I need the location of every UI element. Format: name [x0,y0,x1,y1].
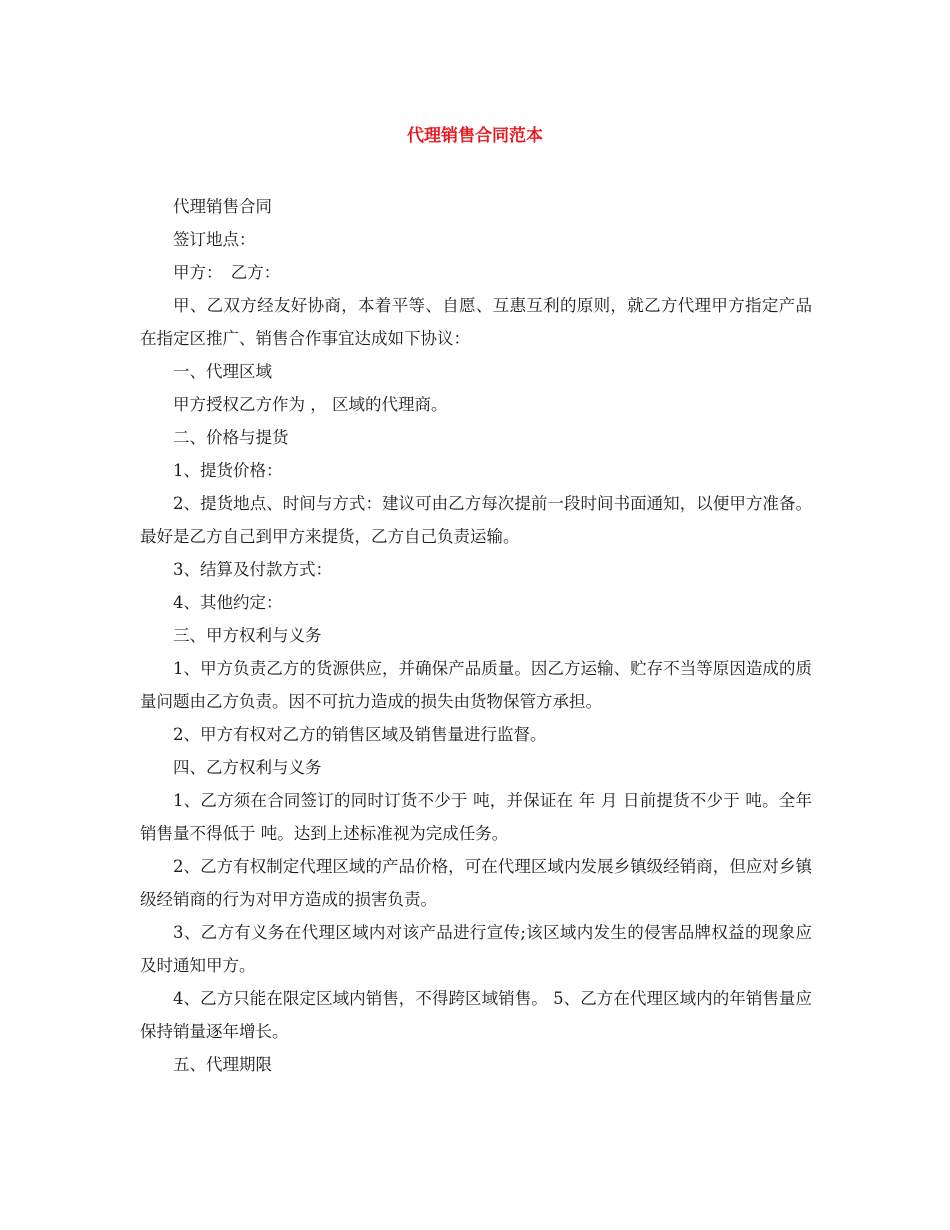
paragraph-party-a-supply: 1、甲方负责乙方的货源供应，并确保产品质量。因乙方运输、贮存不当等原因造成的质量问题由乙方负责。因不可抗力造成的损失由货物保管方承担。 [140,659,812,711]
section-heading-4: 四、乙方权利与义务 [173,758,322,777]
paragraph-parties: 甲方： 乙方： [173,263,281,282]
paragraph-party-b-promotion: 3、乙方有义务在代理区域内对该产品进行宣传;该区域内发生的侵害品牌权益的现象应及时通知甲方。 [140,923,812,975]
document-body [140,190,812,1081]
paragraph-price: 1、提货价格： [173,461,283,480]
section-heading-5: 五、代理期限 [173,1055,272,1074]
paragraph-other-terms: 4、其他约定： [173,593,283,612]
paragraph-territory: 甲方授权乙方作为 ， 区域的代理商。 [173,395,448,414]
paragraph-party-b-order: 1、乙方须在合同签订的同时订货不少于 吨，并保证在 年 月 日前提货不少于 吨。全年销售量不得低于 吨。达到上述标准视为完成任务。 [140,791,812,843]
paragraph-payment: 3、结算及付款方式： [173,560,332,579]
paragraph-signing-place: 签订地点： [173,230,256,249]
paragraph-contract-name: 代理销售合同 [173,197,272,216]
paragraph-pickup: 2、提货地点、时间与方式：建议可由乙方每次提前一段时间书面通知，以便甲方准备。最好是乙方自己到甲方来提货，乙方自己负责运输。 [140,494,812,546]
paragraph-preamble: 甲、乙双方经友好协商，本着平等、自愿、互惠互利的原则，就乙方代理甲方指定产品在指定区推广、销售合作事宜达成如下协议： [140,296,812,348]
document-title: 代理销售合同范本 [407,126,543,146]
section-heading-3: 三、甲方权利与义务 [173,626,322,645]
section-heading-2: 二、价格与提货 [173,428,289,447]
paragraph-party-a-supervision: 2、甲方有权对乙方的销售区域及销售量进行监督。 [173,725,547,744]
section-heading-1: 一、代理区域 [173,362,272,381]
paragraph-party-b-region: 4、乙方只能在限定区域内销售，不得跨区域销售。 5、乙方在代理区域内的年销售量应保持销量逐年增长。 [140,989,812,1041]
paragraph-party-b-pricing: 2、乙方有权制定代理区域的产品价格，可在代理区域内发展乡镇级经销商，但应对乡镇级经销商的行为对甲方造成的损害负责。 [140,857,812,909]
